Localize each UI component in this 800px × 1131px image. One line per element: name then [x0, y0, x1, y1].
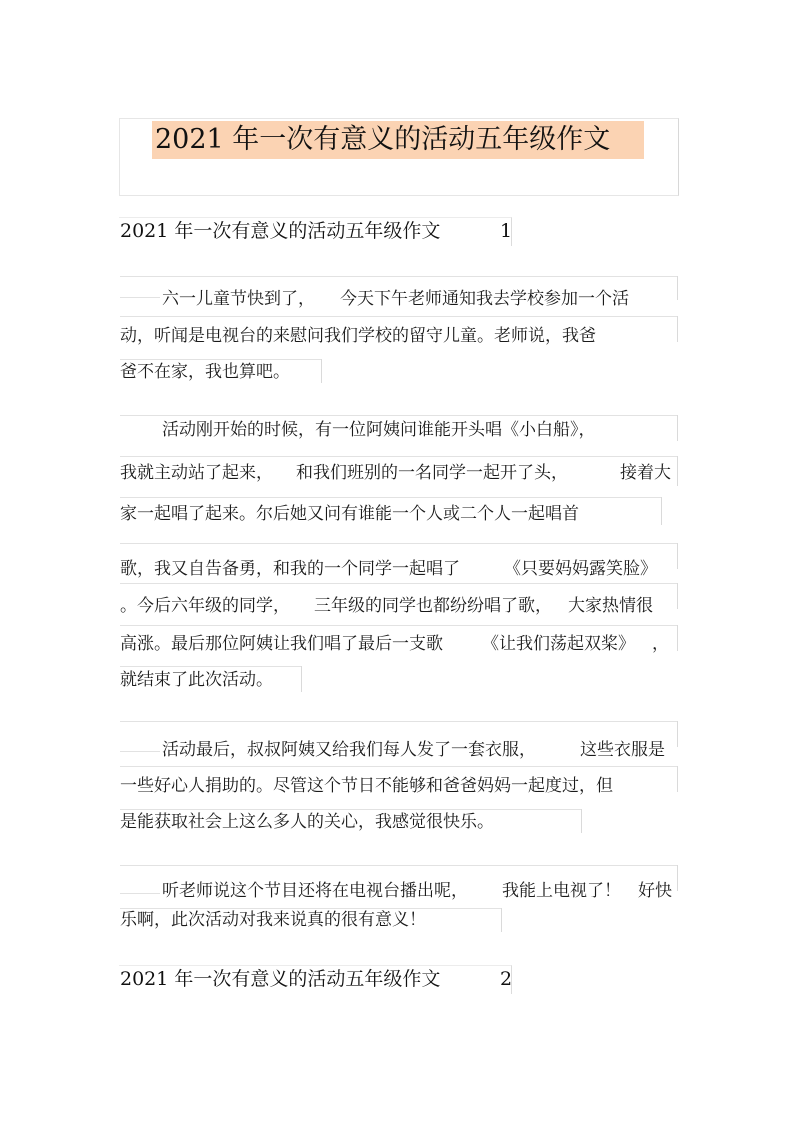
line-rule: [581, 809, 582, 833]
line-rule: [677, 865, 678, 891]
section-heading-2-number: 2: [500, 968, 513, 990]
text-run: 就结束了此次活动。: [120, 670, 273, 690]
line-rule: [677, 415, 678, 441]
line-rule: [120, 497, 662, 498]
line-rule: [120, 543, 678, 544]
text-run: 是能获取社会上这么多人的关心，我感觉很快乐。: [120, 812, 494, 832]
text-run: 接着大: [620, 463, 671, 483]
section-heading-1-text: 2021 年一次有意义的活动五年级作文: [120, 220, 441, 242]
text-run: 三年级的同学也都纷纷唱了歌，: [314, 596, 552, 616]
indent-rule: [120, 297, 160, 298]
text-run: 高涨。最后那位阿姨让我们唱了最后一支歌: [120, 634, 443, 654]
section-heading-2-text: 2021 年一次有意义的活动五年级作文: [120, 968, 441, 990]
text-run: 好快: [638, 881, 672, 901]
text-run: 《只要妈妈露笑脸》: [504, 559, 657, 579]
line-rule: [120, 415, 678, 416]
line-rule: [661, 497, 662, 525]
text-run: 歌，我又自告备勇，和我的一个同学一起唱了: [120, 559, 460, 579]
text-run: 。今后六年级的同学，: [120, 596, 290, 616]
text-run: 和我们班别的一名同学一起开了头，: [296, 463, 568, 483]
line-rule: [120, 865, 678, 866]
section-heading-2: [120, 965, 513, 993]
line-rule: [501, 908, 502, 932]
line-rule: [120, 666, 302, 667]
text-run: 这些衣服是: [580, 740, 665, 760]
text-run: 我就主动站了起来，: [120, 463, 273, 483]
text-run: ，: [652, 634, 669, 654]
text-run: 《让我们荡起双桨》: [482, 634, 635, 654]
line-rule: [120, 316, 678, 317]
text-run: 家一起唱了起来。尔后她又问有谁能一个人或二个人一起唱首: [120, 504, 579, 524]
line-rule: [677, 721, 678, 747]
text-run: 今天下午老师通知我去学校参加一个活: [340, 289, 629, 309]
line-rule: [677, 316, 678, 342]
text-run: 动，听闻是电视台的来慰问我们学校的留守儿童。老师说，我爸: [120, 326, 596, 346]
line-rule: [120, 583, 678, 584]
text-run: 一些好心人捐助的。尽管这个节日不能够和爸爸妈妈一起度过，但: [120, 776, 613, 796]
line-rule: [120, 625, 678, 626]
text-run: 大家热情很: [568, 596, 653, 616]
section-heading-1-number: 1: [500, 220, 513, 242]
text-run: 乐啊，此次活动对我来说真的很有意义！: [120, 910, 426, 930]
indent-rule: [120, 751, 160, 752]
text-run: 活动最后，叔叔阿姨又给我们每人发了一套衣服，: [162, 740, 536, 760]
line-rule: [120, 766, 678, 767]
line-rule: [321, 359, 322, 383]
document-title: 2021 年一次有意义的活动五年级作文: [155, 124, 611, 155]
text-run: 我能上电视了！: [502, 881, 621, 901]
text-run: 听老师说这个节目还将在电视台播出呢，: [162, 881, 468, 901]
line-rule: [301, 666, 302, 692]
indent-rule: [120, 893, 160, 894]
line-rule: [677, 766, 678, 792]
text-run: 爸不在家，我也算吧。: [120, 362, 290, 382]
line-rule: [677, 625, 678, 651]
line-rule: [120, 456, 678, 457]
line-rule: [120, 276, 678, 277]
text-run: 活动刚开始的时候，有一位阿姨问谁能开头唱《小白船》，: [162, 420, 596, 440]
line-rule: [677, 543, 678, 569]
section-heading-1: [120, 217, 513, 245]
line-rule: [677, 583, 678, 609]
line-rule: [677, 456, 678, 486]
line-rule: [120, 721, 678, 722]
line-rule: [677, 276, 678, 300]
text-run: 六一儿童节快到了，: [162, 289, 315, 309]
